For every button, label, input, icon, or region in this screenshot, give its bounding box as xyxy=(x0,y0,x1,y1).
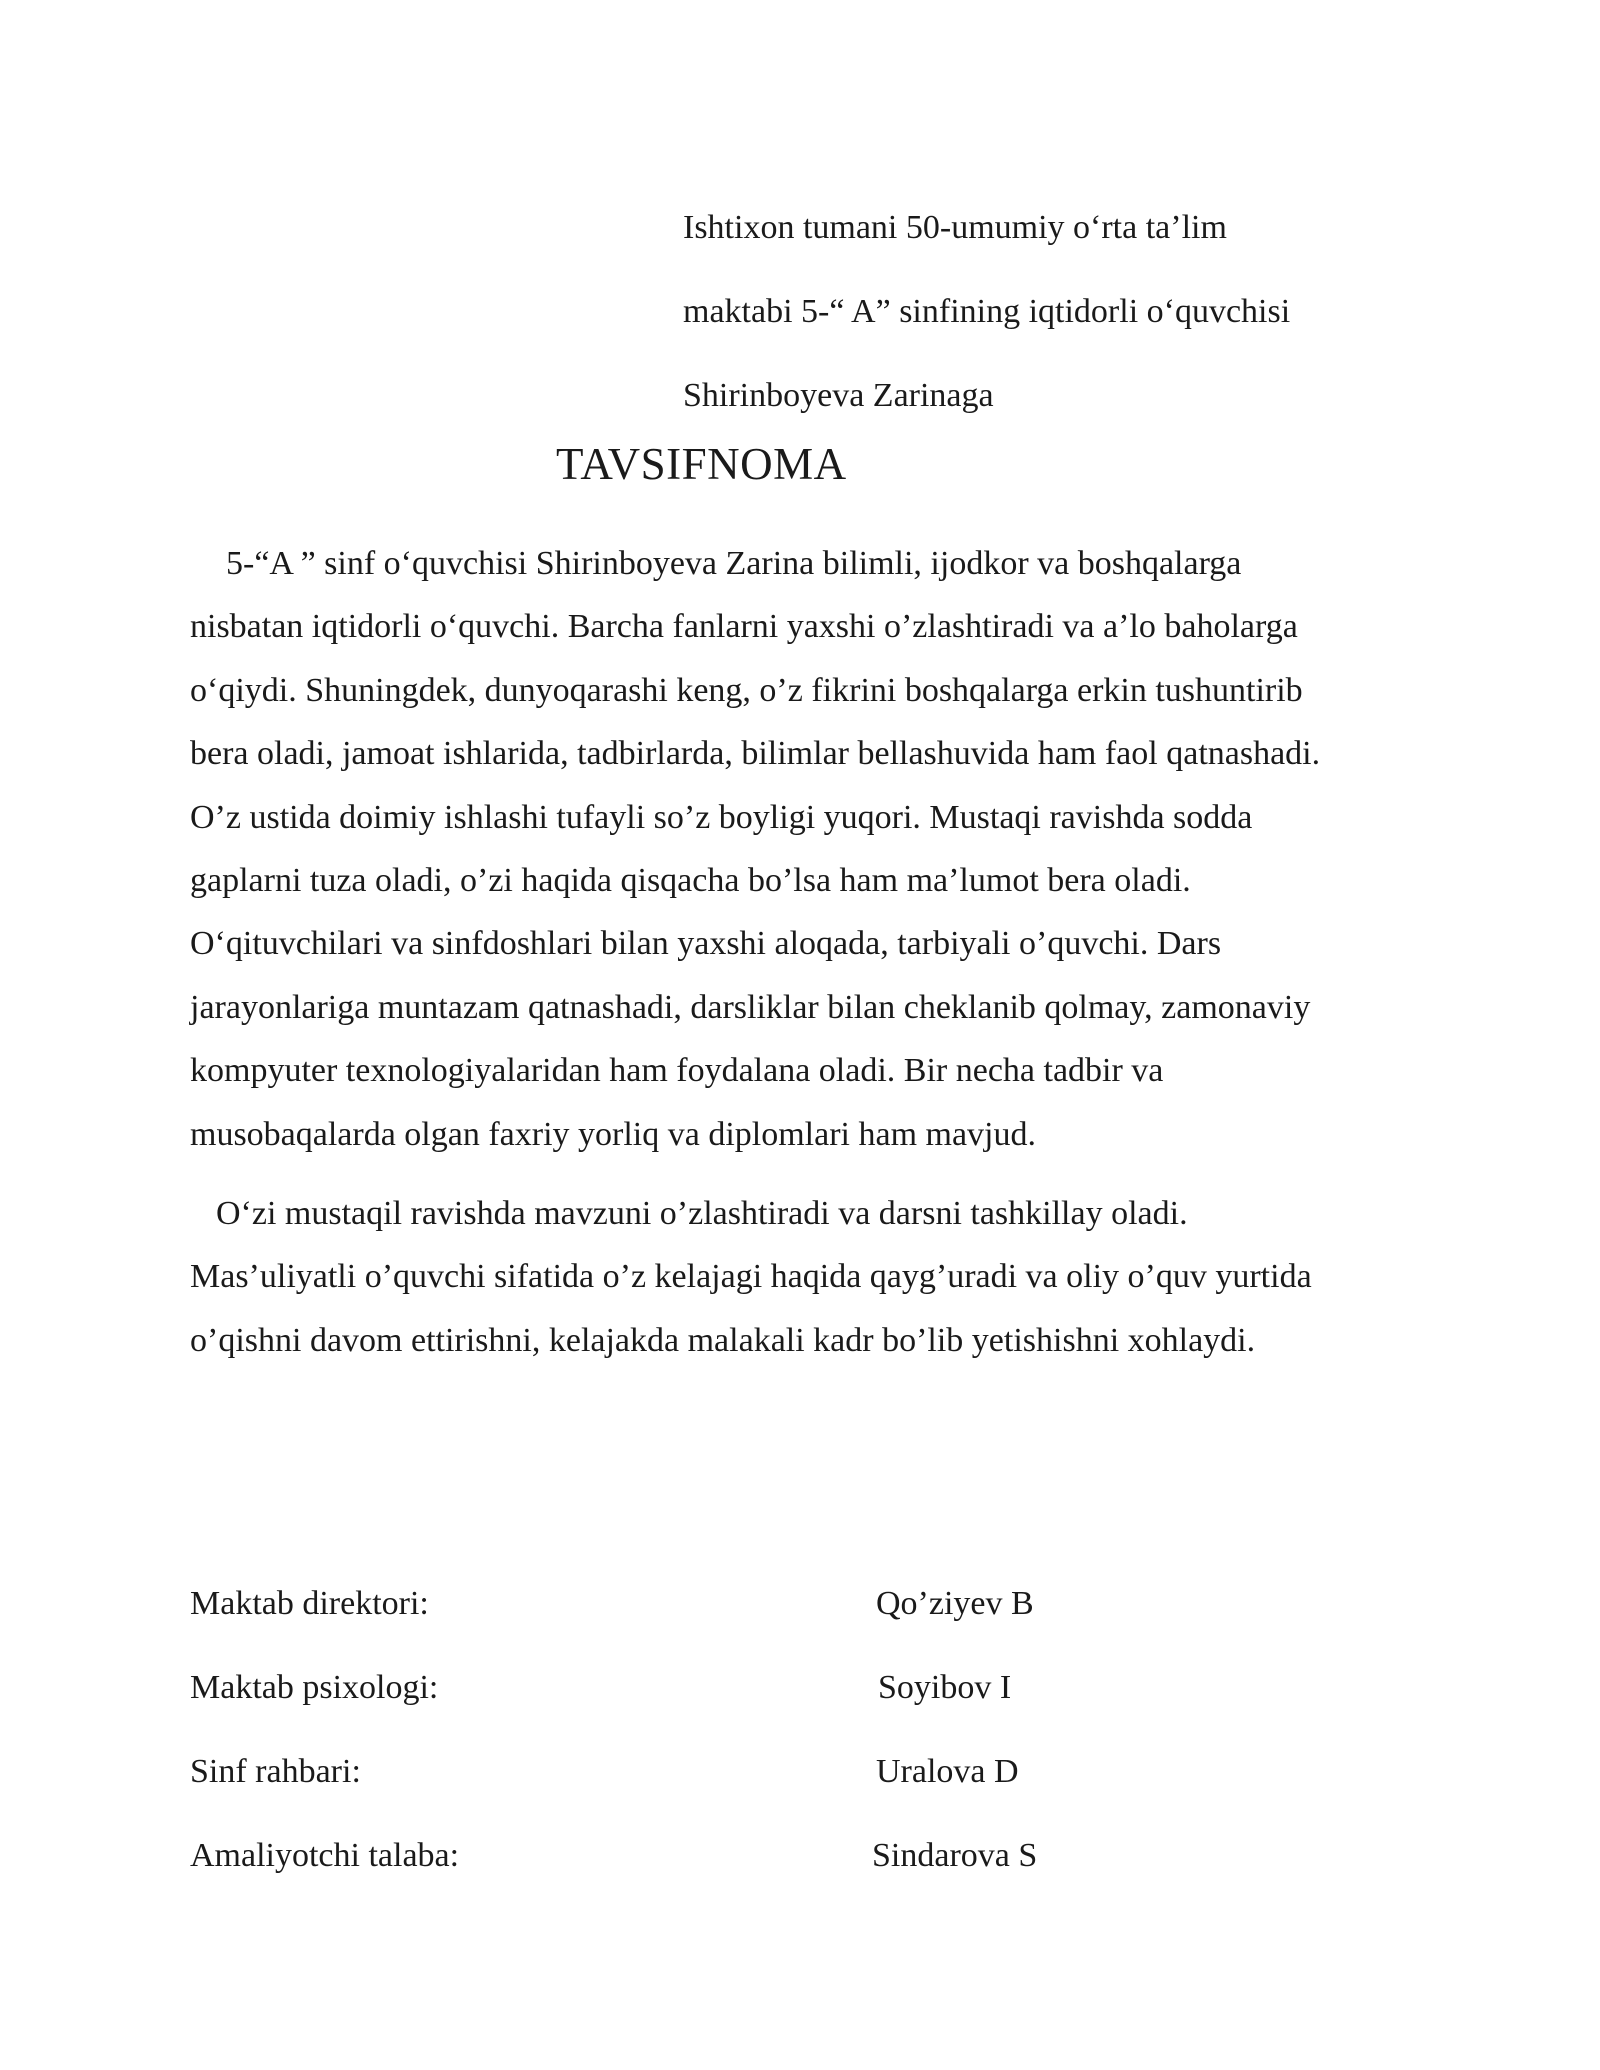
signature-row xyxy=(190,1646,1290,1730)
text-line: 5-“A ” sinf o‘quvchisi Shirinboyeva Zarina bilimli, ijodkor va boshqalarga xyxy=(226,545,1242,582)
signature-row xyxy=(190,1562,1290,1646)
text-line: O‘zi mustaqil ravishda mavzuni o’zlashtiradi va darsni tashkillay oladi. xyxy=(216,1195,1188,1233)
signature-role: Amaliyotchi talaba: xyxy=(190,1837,460,1874)
signature-name: Soyibov I xyxy=(878,1669,1012,1706)
text-line: O’z ustida doimiy ishlashi tufayli so’z boyligi yuqori. Mustaqi ravishda sodda xyxy=(190,798,1253,836)
paragraph-spacer xyxy=(190,1166,1420,1182)
text-line: musobaqalarda olgan faxriy yorliq va diplomlari ham mavjud. xyxy=(190,1115,1036,1153)
text-line: gaplarni tuza oladi, o’zi haqida qisqacha bo’lsa ham ma’lumot bera oladi. xyxy=(190,862,1191,900)
text-line: bera oladi, jamoat ishlarida, tadbirlarda, bilimlar bellashuvida ham faol qatnashadi. xyxy=(190,735,1321,773)
paragraph-1 xyxy=(190,532,1420,1166)
text-line: nisbatan iqtidorli o‘quvchi. Barcha fanlarni yaxshi o’zlashtiradi va a’lo baholarga xyxy=(190,608,1298,646)
text-line: jarayonlariga muntazam qatnashadi, darsliklar bilan cheklanib qolmay, zamonaviy xyxy=(190,988,1311,1026)
signature-name: Sindarova S xyxy=(872,1837,1038,1874)
signature-role: Sinf rahbari: xyxy=(190,1753,361,1790)
signatures-block xyxy=(190,1562,1290,1898)
signature-row xyxy=(190,1730,1290,1814)
text-line: Mas’uliyatli o’quvchi sifatida o’z kelajagi haqida qayg’uradi va oliy o’quv yurtida xyxy=(190,1258,1312,1296)
signature-row xyxy=(190,1814,1290,1898)
addressee-block xyxy=(683,186,1290,438)
signature-role: Maktab psixologi: xyxy=(190,1669,439,1706)
signature-name: Qo’ziyev B xyxy=(876,1585,1034,1622)
text-line: O‘qituvchilari va sinfdoshlari bilan yaxshi aloqada, tarbiyali o’quvchi. Dars xyxy=(190,925,1222,963)
signature-name: Uralova D xyxy=(876,1753,1019,1790)
addressee-line: Shirinboyeva Zarinaga xyxy=(683,377,994,414)
text-line: o‘qiydi. Shuningdek, dunyoqarashi keng, o’z fikrini boshqalarga erkin tushuntirib xyxy=(190,671,1303,709)
paragraph-2 xyxy=(190,1182,1420,1372)
document-title: TAVSIFNOMA xyxy=(556,439,847,489)
document-body xyxy=(190,532,1420,1372)
text-line: kompyuter texnologiyalaridan ham foydalana oladi. Bir necha tadbir va xyxy=(190,1052,1164,1090)
text-line: o’qishni davom ettirishni, kelajakda malakali kadr bo’lib yetishishni xohlaydi. xyxy=(190,1321,1256,1359)
addressee-line: maktabi 5-“ A” sinfining iqtidorli o‘quvchisi xyxy=(683,293,1291,330)
addressee-line: Ishtixon tumani 50-umumiy o‘rta ta’lim xyxy=(683,209,1227,246)
signature-role: Maktab direktori: xyxy=(190,1585,429,1622)
